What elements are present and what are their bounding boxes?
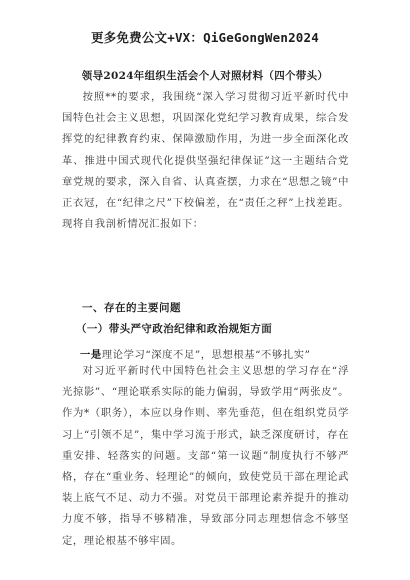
document-title: 领导2024年组织生活会个人对照材料（四个带头） bbox=[81, 70, 329, 82]
point-paragraph: 对习近平新时代中国特色社会主义思想的学习存在“浮光掠影”、“理论联系实际的能力偏弱，导致学用“两张皮”。作为*（职务），本应以身作则、率先垂范，但在组织党员学习上“引领不足”，集中学习流于形式，缺乏深度研讨，存在重安排、轻落实的问题。支部“第一议题”制度执行不够严格，存在“重业务、轻理论”的倾向，致使党员干部在理论武装上底气不足、动力不强。对党员干部理论素养提升的推动力度不够，指导不够精准，导致部分同志理想信念不够坚定，理论根基不够牢固。 bbox=[62, 365, 349, 547]
subsection-heading: （一）带头严守政治纪律和政治规矩方面 bbox=[76, 323, 273, 335]
point-lead-bold: 一是 bbox=[80, 349, 102, 361]
intro-paragraph: 按照**的要求，我围绕“深入学习贯彻习近平新时代中国特色社会主义思想，巩固深化党纪学习教育成果，综合发挥党的纪律教育约束、保障激励作用，为进一步全面深化改革、推进中国式现代化提供坚强纪律保证”这一主题结合党章党规的要求，深入自省、认真查摆，力求在“思想之镜”中正衣冠，在“纪律之尺”下校偏差，在“责任之秤”上找差距。现将自我剖析情况汇报如下： bbox=[62, 91, 349, 231]
section-heading: 一、存在的主要问题 bbox=[82, 302, 181, 314]
point-lead-text: 理论学习“深度不足”，思想根基“不够扎实” bbox=[101, 349, 311, 361]
point-lead-line bbox=[80, 346, 311, 361]
watermark-text: 更多免费公文+VX：QiGeGongWen2024 bbox=[91, 30, 319, 45]
